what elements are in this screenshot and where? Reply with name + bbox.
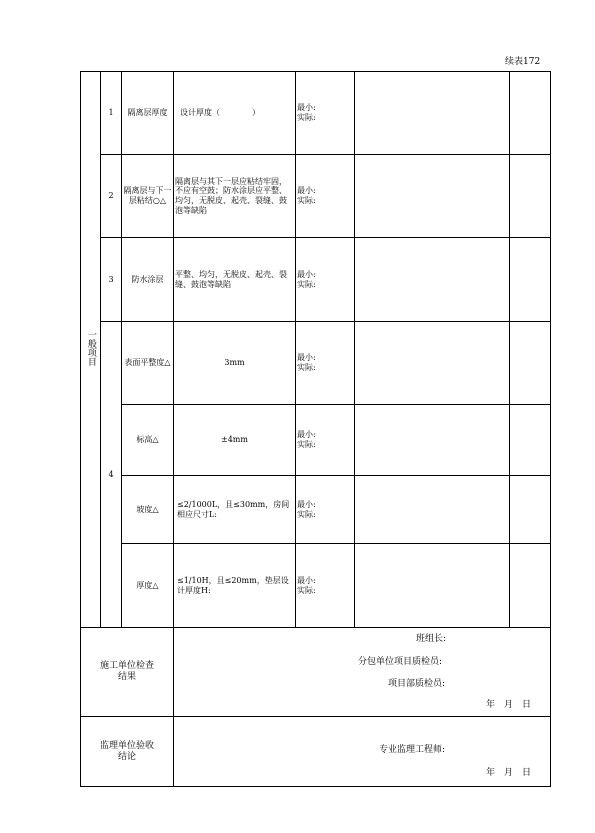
actual-label: 实际: [297, 196, 316, 205]
table-row [81, 322, 551, 405]
section-label-cell [81, 72, 101, 628]
item-name: 表面平整度△ [122, 322, 174, 405]
actual-label: 实际: [297, 363, 316, 372]
inspection-form-table [80, 71, 551, 787]
table-row [81, 544, 551, 628]
measured-values-cell[interactable] [355, 238, 510, 322]
measure-cell [296, 72, 355, 155]
measure-cell [296, 155, 355, 238]
item-name: 防水涂层 [122, 238, 174, 322]
item-number: 2 [101, 155, 122, 238]
measure-cell [296, 238, 355, 322]
actual-label: 实际: [297, 113, 316, 122]
measured-values-cell[interactable] [355, 476, 510, 544]
item-name: 隔离层厚度 [122, 72, 174, 155]
min-label: 最小: [297, 575, 316, 585]
table-row [81, 405, 551, 476]
contractor-conclusion-row [81, 628, 551, 717]
section-label: 一般项目 [85, 330, 96, 367]
item-requirement: ±4mm [174, 405, 296, 476]
result-cell[interactable] [510, 155, 551, 238]
result-cell[interactable] [510, 544, 551, 628]
actual-label: 实际: [297, 279, 316, 289]
measured-values-cell[interactable] [355, 405, 510, 476]
contractor-label-cell [81, 628, 174, 717]
supervising-engineer-label: 专业监理工程师: [379, 745, 446, 755]
min-label: 最小: [297, 269, 316, 279]
contractor-date: 年 月 日 [486, 700, 532, 710]
item-number: 4 [101, 322, 122, 628]
item-name: 隔离层与下一层粘结○△ [122, 155, 174, 238]
result-cell[interactable] [510, 72, 551, 155]
item-requirement: ≤1/10H，且≤20mm，垫层设计厚度H: [174, 544, 296, 628]
measure-cell [296, 544, 355, 628]
table-row [81, 155, 551, 238]
item-name: 坡度△ [122, 476, 174, 544]
table-row [81, 238, 551, 322]
sheet-number: 续表172 [505, 57, 541, 67]
measured-values-cell[interactable] [355, 322, 510, 405]
measure-cell [296, 405, 355, 476]
supervisor-label-cell [81, 717, 174, 787]
min-label: 最小: [297, 353, 316, 362]
item-number: 3 [101, 238, 122, 322]
actual-label: 实际: [297, 585, 316, 595]
contractor-label: 施工单位检查结果 [99, 661, 154, 682]
measured-values-cell[interactable] [355, 155, 510, 238]
actual-label: 实际: [297, 509, 316, 519]
actual-label: 实际: [297, 440, 316, 449]
supervisor-sign-area[interactable] [174, 717, 551, 787]
measured-values-cell[interactable] [355, 544, 510, 628]
measured-values-cell[interactable] [355, 72, 510, 155]
item-name: 厚度△ [122, 544, 174, 628]
min-label: 最小: [297, 103, 316, 112]
min-label: 最小: [297, 186, 316, 195]
supervisor-label: 监理单位验收结论 [99, 740, 154, 762]
table-row [81, 72, 551, 155]
result-cell[interactable] [510, 238, 551, 322]
result-cell[interactable] [510, 322, 551, 405]
item-requirement: ≤2/1000L，且≤30mm，房间相应尺寸L: [174, 476, 296, 544]
item-requirement: 设计厚度（ ） [174, 72, 296, 155]
result-cell[interactable] [510, 405, 551, 476]
item-requirement: 平整、均匀，无脱皮、起壳、裂缝、鼓泡等缺陷 [174, 238, 296, 322]
item-requirement: 3mm [174, 322, 296, 405]
item-number: 1 [101, 72, 122, 155]
supervisor-conclusion-row [81, 717, 551, 787]
result-cell[interactable] [510, 476, 551, 544]
team-leader-label: 班组长: [416, 634, 447, 644]
item-requirement: 隔离层与其下一层应粘结牢固，不应有空鼓；防水涂层应平整、均匀，无脱皮、起壳、裂缝、鼓泡等缺陷 [174, 155, 296, 238]
contractor-sign-area[interactable] [174, 628, 551, 717]
measure-cell [296, 322, 355, 405]
min-label: 最小: [297, 499, 316, 509]
item-name: 标高△ [122, 405, 174, 476]
min-label: 最小: [297, 430, 316, 439]
table-row [81, 476, 551, 544]
measure-cell [296, 476, 355, 544]
supervisor-date: 年 月 日 [486, 768, 532, 778]
dept-inspector-label: 项目部质检员: [388, 679, 446, 689]
sub-inspector-label: 分包单位项目质检员: [358, 657, 443, 667]
